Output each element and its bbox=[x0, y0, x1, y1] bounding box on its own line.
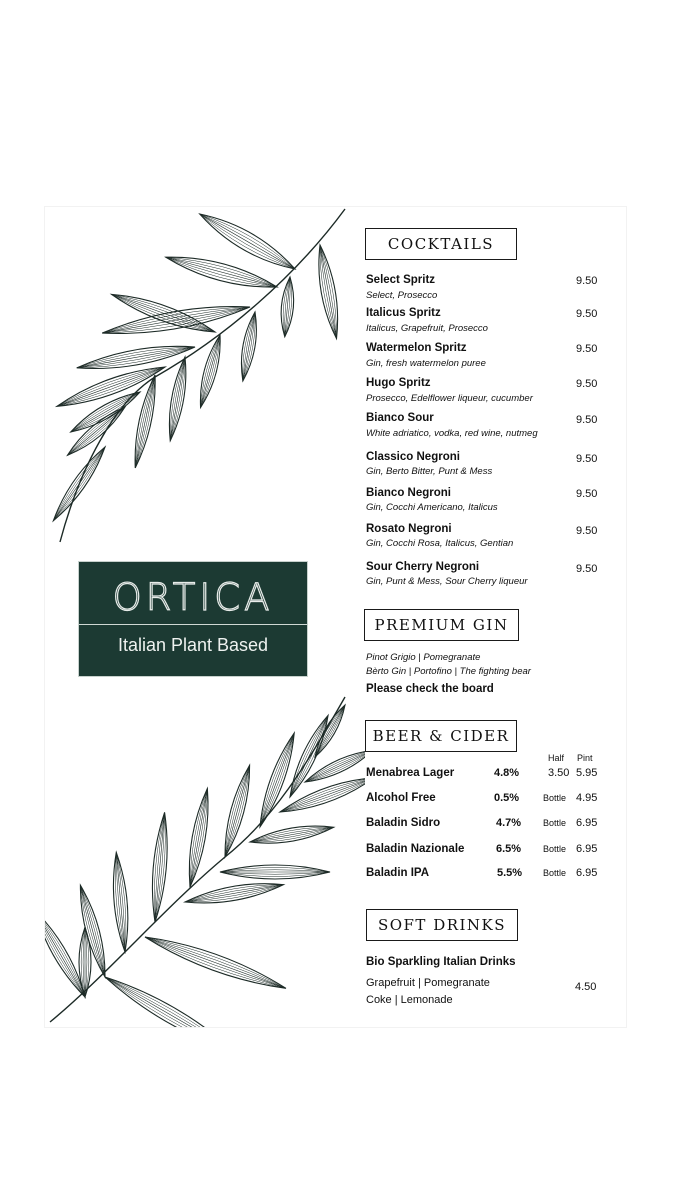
soft-drinks-title: Bio Sparkling Italian Drinks bbox=[366, 956, 516, 968]
beer-name: Baladin Sidro bbox=[366, 817, 441, 829]
cocktail-desc: Gin, Punt & Mess, Sour Cherry liqueur bbox=[366, 576, 528, 587]
beer-half-price: Bottle bbox=[543, 793, 567, 803]
premium-gin-line: Pinot Grigio | Pomegranate bbox=[366, 652, 481, 663]
cocktail-desc: Gin, Cocchi Americano, Italicus bbox=[366, 502, 498, 513]
beer-abv: 4.8% bbox=[494, 767, 520, 779]
soft-drinks-line: Coke | Lemonade bbox=[366, 994, 453, 1006]
cocktail-name: Select Spritz bbox=[366, 274, 436, 286]
cocktail-desc: White adriatico, vodka, red wine, nutmeg bbox=[366, 428, 538, 439]
beer-abv: 4.7% bbox=[496, 817, 522, 829]
cocktail-desc: Select, Prosecco bbox=[366, 290, 438, 301]
cocktail-price: 9.50 bbox=[576, 275, 598, 287]
cocktail-name: Italicus Spritz bbox=[366, 307, 441, 319]
cocktail-name: Bianco Negroni bbox=[366, 487, 451, 499]
cocktail-desc: Gin, fresh watermelon puree bbox=[366, 358, 486, 369]
soft-drinks-heading: SOFT DRINKS bbox=[366, 909, 518, 941]
cocktail-price: 9.50 bbox=[576, 453, 598, 465]
cocktail-price: 9.50 bbox=[576, 308, 598, 320]
cocktail-price: 9.50 bbox=[576, 488, 598, 500]
cocktail-price: 9.50 bbox=[576, 563, 598, 575]
cocktail-name: Rosato Negroni bbox=[366, 523, 452, 535]
brand-block bbox=[78, 561, 308, 677]
beer-pint-price: 6.95 bbox=[576, 867, 598, 879]
beer-name: Alcohol Free bbox=[366, 792, 436, 804]
cocktail-desc: Prosecco, Edelflower liqueur, cucumber bbox=[366, 393, 533, 404]
beer-pint-price: 4.95 bbox=[576, 792, 598, 804]
beer-pint-price: 5.95 bbox=[576, 767, 598, 779]
beer-name: Menabrea Lager bbox=[366, 767, 455, 779]
beer-abv: 6.5% bbox=[496, 843, 522, 855]
half-column-header: Half bbox=[548, 753, 565, 763]
cocktail-desc: Gin, Cocchi Rosa, Italicus, Gentian bbox=[366, 538, 514, 549]
beer-cider-heading: BEER & CIDER bbox=[365, 720, 517, 752]
pint-column-header: Pint bbox=[577, 753, 593, 763]
menu-page bbox=[45, 207, 626, 1027]
cocktail-name: Watermelon Spritz bbox=[366, 342, 467, 354]
divider bbox=[79, 624, 307, 625]
brand-name: ORTICA bbox=[112, 576, 274, 619]
beer-abv: 5.5% bbox=[497, 867, 523, 879]
beer-half-price: Bottle bbox=[543, 818, 567, 828]
beer-name: Baladin Nazionale bbox=[366, 843, 465, 855]
brand-tagline: Italian Plant Based bbox=[117, 635, 269, 655]
cocktail-name: Sour Cherry Negroni bbox=[366, 561, 480, 573]
cocktail-desc: Gin, Berto Bitter, Punt & Mess bbox=[366, 466, 493, 477]
soft-drinks-price: 4.50 bbox=[575, 981, 597, 993]
cocktail-price: 9.50 bbox=[576, 414, 598, 426]
beer-half-price: Bottle bbox=[543, 844, 567, 854]
beer-half-price: Bottle bbox=[543, 868, 567, 878]
cocktail-name: Hugo Spritz bbox=[366, 377, 431, 389]
beer-abv: 0.5% bbox=[494, 792, 520, 804]
cocktail-price: 9.50 bbox=[576, 378, 598, 390]
cocktail-price: 9.50 bbox=[576, 343, 598, 355]
cocktail-price: 9.50 bbox=[576, 525, 598, 537]
premium-gin-note: Please check the board bbox=[366, 683, 494, 695]
premium-gin-line: Bèrto Gin | Portofino | The fighting bear bbox=[366, 666, 531, 677]
premium-gin-heading: PREMIUM GIN bbox=[364, 609, 519, 641]
beer-name: Baladin IPA bbox=[366, 867, 430, 879]
beer-half-price: 3.50 bbox=[548, 767, 570, 779]
cocktail-name: Bianco Sour bbox=[366, 412, 434, 424]
soft-drinks-line: Grapefruit | Pomegranate bbox=[366, 977, 490, 989]
cocktail-desc: Italicus, Grapefruit, Prosecco bbox=[366, 323, 488, 334]
cocktails-heading: COCKTAILS bbox=[365, 228, 517, 260]
beer-pint-price: 6.95 bbox=[576, 843, 598, 855]
cocktail-name: Classico Negroni bbox=[366, 451, 460, 463]
beer-pint-price: 6.95 bbox=[576, 817, 598, 829]
